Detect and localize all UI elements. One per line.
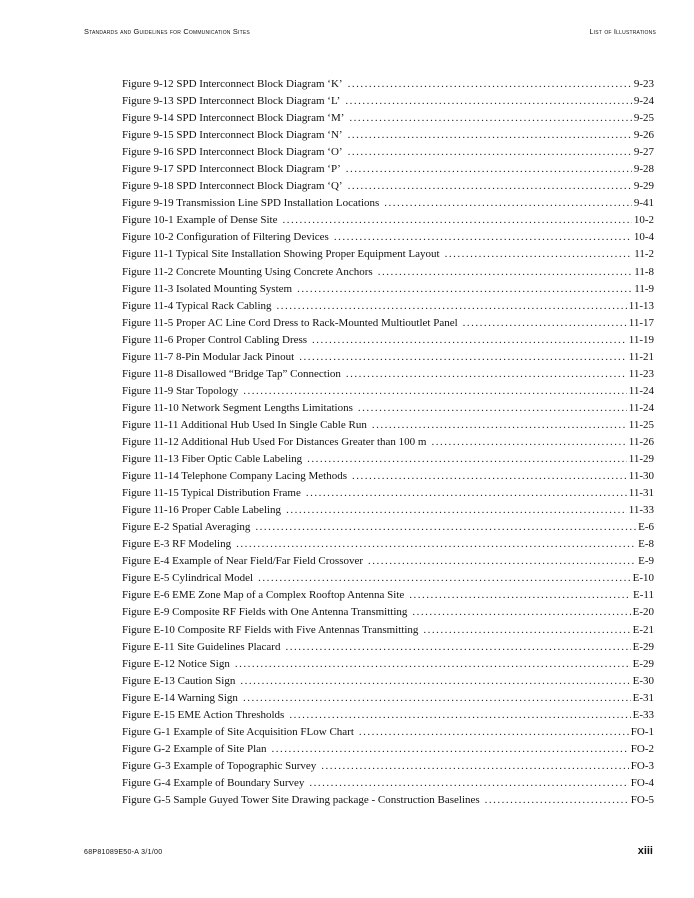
toc-entry[interactable] <box>122 214 654 231</box>
toc-entry-title: Figure E-4 Example of Near Field/Far Field Crossover <box>122 555 364 568</box>
toc-entry[interactable] <box>122 197 654 214</box>
toc-entry-page: 9-26 <box>633 129 654 142</box>
toc-leader-dots <box>445 248 633 260</box>
toc-entry-title: Figure 11-12 Additional Hub Used For Distances Greater than 100 m <box>122 435 427 448</box>
toc-entry-title: Figure E-10 Composite RF Fields with Five Antennas Transmitting <box>122 623 419 636</box>
toc-entry[interactable] <box>122 709 654 726</box>
footer-page-number: xiii <box>637 845 653 857</box>
toc-entry[interactable] <box>122 112 654 129</box>
toc-entry-page: 11-30 <box>628 470 654 483</box>
toc-entry[interactable] <box>122 231 654 248</box>
toc-leader-dots <box>321 760 629 772</box>
toc-entry-page: 11-24 <box>628 384 654 397</box>
toc-entry[interactable] <box>122 385 654 402</box>
toc-entry-page: 9-25 <box>633 112 654 125</box>
toc-entry-title: Figure 9-19 Transmission Line SPD Installation Locations <box>122 197 380 210</box>
list-of-illustrations <box>122 78 654 811</box>
toc-entry-title: Figure E-12 Notice Sign <box>122 657 230 670</box>
toc-entry[interactable] <box>122 760 654 777</box>
toc-entry-page: 11-9 <box>634 282 654 295</box>
toc-entry[interactable] <box>122 283 654 300</box>
toc-entry[interactable] <box>122 726 654 743</box>
toc-entry-title: Figure G-2 Example of Site Plan <box>122 742 267 755</box>
toc-entry[interactable] <box>122 658 654 675</box>
toc-leader-dots <box>409 589 631 601</box>
toc-entry[interactable] <box>122 538 654 555</box>
toc-leader-dots <box>431 436 626 448</box>
toc-entry-page: 10-2 <box>633 214 654 227</box>
toc-leader-dots <box>349 112 631 124</box>
toc-leader-dots <box>243 692 631 704</box>
toc-leader-dots <box>348 146 632 158</box>
toc-entry-page: E-30 <box>632 674 654 687</box>
toc-entry[interactable] <box>122 777 654 794</box>
toc-leader-dots <box>277 300 627 312</box>
toc-entry-page: 11-19 <box>628 333 654 346</box>
toc-leader-dots <box>312 334 627 346</box>
toc-entry-page: 9-29 <box>633 180 654 193</box>
toc-entry-page: 11-31 <box>628 487 654 500</box>
toc-leader-dots <box>384 197 632 209</box>
toc-entry-page: 11-13 <box>628 299 654 312</box>
toc-entry-title: Figure 9-14 SPD Interconnect Block Diagram ‘M’ <box>122 112 345 125</box>
toc-entry-title: Figure E-6 EME Zone Map of a Complex Rooftop Antenna Site <box>122 589 405 602</box>
toc-entry-title: Figure 9-12 SPD Interconnect Block Diagram ‘K’ <box>122 78 343 90</box>
toc-leader-dots <box>307 453 627 465</box>
toc-entry-title: Figure 10-1 Example of Dense Site <box>122 214 278 227</box>
toc-leader-dots <box>358 402 627 414</box>
toc-leader-dots <box>297 283 632 295</box>
toc-entry[interactable] <box>122 419 654 436</box>
toc-entry-page: 9-41 <box>633 197 654 210</box>
toc-entry-page: 11-33 <box>628 504 654 517</box>
toc-entry[interactable] <box>122 334 654 351</box>
toc-entry[interactable] <box>122 589 654 606</box>
toc-leader-dots <box>348 78 632 90</box>
toc-entry-title: Figure E-15 EME Action Thresholds <box>122 708 285 721</box>
toc-entry[interactable] <box>122 487 654 504</box>
toc-entry-title: Figure 11-7 8-Pin Modular Jack Pinout <box>122 350 295 363</box>
toc-entry-title: Figure G-3 Example of Topographic Survey <box>122 759 317 772</box>
toc-entry[interactable] <box>122 402 654 419</box>
toc-entry[interactable] <box>122 453 654 470</box>
toc-entry[interactable] <box>122 436 654 453</box>
toc-entry-page: E-20 <box>632 606 654 619</box>
toc-entry-title: Figure 11-8 Disallowed “Bridge Tap” Connection <box>122 367 341 380</box>
toc-leader-dots <box>423 624 630 636</box>
running-header-section: List of Illustrations <box>589 27 656 36</box>
toc-entry-page: FO-2 <box>630 742 654 755</box>
toc-leader-dots <box>309 777 628 789</box>
toc-entry[interactable] <box>122 78 654 95</box>
toc-entry-page: 9-27 <box>633 146 654 159</box>
toc-entry-page: E-31 <box>632 691 654 704</box>
toc-entry[interactable] <box>122 606 654 623</box>
toc-entry-title: Figure G-5 Sample Guyed Tower Site Drawing package - Construction Baselines <box>122 793 480 806</box>
toc-entry-page: 11-17 <box>628 316 654 329</box>
toc-entry-title: Figure E-11 Site Guidelines Placard <box>122 640 281 653</box>
toc-leader-dots <box>334 231 632 243</box>
toc-leader-dots <box>243 385 626 397</box>
toc-entry-page: 11-23 <box>628 367 654 380</box>
toc-entry-title: Figure E-13 Caution Sign <box>122 674 236 687</box>
toc-entry-title: Figure 11-14 Telephone Company Lacing Methods <box>122 470 347 483</box>
toc-entry-page: FO-5 <box>630 793 654 806</box>
toc-leader-dots <box>236 538 636 550</box>
toc-leader-dots <box>352 470 627 482</box>
toc-entry-page: 11-29 <box>628 453 654 466</box>
toc-entry-title: Figure 9-17 SPD Interconnect Block Diagram ‘P’ <box>122 163 341 176</box>
toc-entry-page: 11-2 <box>634 248 654 261</box>
toc-entry-title: Figure 11-11 Additional Hub Used In Single Cable Run <box>122 418 367 431</box>
toc-entry[interactable] <box>122 248 654 265</box>
toc-entry-title: Figure E-14 Warning Sign <box>122 691 238 704</box>
toc-leader-dots <box>485 794 629 806</box>
toc-leader-dots <box>359 726 629 738</box>
toc-entry-title: Figure 11-16 Proper Cable Labeling <box>122 504 282 517</box>
running-header-title: Standards and Guidelines for Communication Sites <box>84 27 250 36</box>
toc-leader-dots <box>412 606 630 618</box>
toc-entry-page: E-8 <box>638 538 654 551</box>
toc-entry[interactable] <box>122 146 654 163</box>
toc-entry-title: Figure 11-5 Proper AC Line Cord Dress to Rack-Mounted Multioutlet Panel <box>122 316 458 329</box>
toc-entry-title: Figure 9-15 SPD Interconnect Block Diagram ‘N’ <box>122 129 343 142</box>
toc-leader-dots <box>348 180 632 192</box>
toc-entry[interactable] <box>122 470 654 487</box>
toc-entry-title: Figure 11-3 Isolated Mounting System <box>122 282 293 295</box>
toc-entry-page: 11-26 <box>628 435 654 448</box>
toc-entry-title: Figure 11-6 Proper Control Cabling Dress <box>122 333 308 346</box>
toc-entry-title: Figure 11-10 Network Segment Lengths Limitations <box>122 401 353 414</box>
toc-leader-dots <box>372 419 627 431</box>
toc-entry-title: Figure G-4 Example of Boundary Survey <box>122 776 305 789</box>
footer-document-id: 68P81089E50-A 3/1/00 <box>84 849 163 856</box>
toc-entry[interactable] <box>122 163 654 180</box>
toc-entry-title: Figure 11-2 Concrete Mounting Using Concrete Anchors <box>122 265 373 278</box>
toc-leader-dots <box>306 487 627 499</box>
toc-entry[interactable] <box>122 180 654 197</box>
toc-entry[interactable] <box>122 675 654 692</box>
toc-entry-page: 9-28 <box>633 163 654 176</box>
toc-entry-page: E-21 <box>632 623 654 636</box>
toc-leader-dots <box>285 641 630 653</box>
toc-entry-page: E-11 <box>633 589 654 602</box>
toc-entry-title: Figure 9-18 SPD Interconnect Block Diagram ‘Q’ <box>122 180 343 193</box>
toc-entry-title: Figure 9-13 SPD Interconnect Block Diagram ‘L’ <box>122 95 341 108</box>
toc-entry[interactable] <box>122 794 654 811</box>
toc-entry[interactable] <box>122 129 654 146</box>
toc-leader-dots <box>463 317 627 329</box>
toc-entry-page: 11-21 <box>628 350 654 363</box>
toc-entry-page: E-33 <box>632 708 654 721</box>
toc-leader-dots <box>240 675 630 687</box>
toc-entry-page: E-10 <box>632 572 654 585</box>
toc-entry[interactable] <box>122 624 654 641</box>
toc-leader-dots <box>368 555 636 567</box>
toc-entry-page: FO-1 <box>630 725 654 738</box>
toc-leader-dots <box>255 521 636 533</box>
toc-entry[interactable] <box>122 572 654 589</box>
toc-entry-title: Figure E-2 Spatial Averaging <box>122 521 251 534</box>
toc-leader-dots <box>258 572 631 584</box>
toc-entry[interactable] <box>122 351 654 368</box>
toc-leader-dots <box>378 266 633 278</box>
toc-entry[interactable] <box>122 555 654 572</box>
toc-entry[interactable] <box>122 692 654 709</box>
toc-entry-title: Figure E-3 RF Modeling <box>122 538 232 551</box>
toc-entry[interactable] <box>122 317 654 334</box>
toc-entry-page: 11-8 <box>634 265 654 278</box>
toc-entry-page: 11-25 <box>628 418 654 431</box>
toc-entry[interactable] <box>122 504 654 521</box>
toc-entry-page: 10-4 <box>633 231 654 244</box>
toc-leader-dots <box>299 351 627 363</box>
toc-leader-dots <box>348 129 632 141</box>
toc-entry[interactable] <box>122 743 654 760</box>
toc-entry-page: E-6 <box>638 521 654 534</box>
toc-entry[interactable] <box>122 641 654 658</box>
toc-leader-dots <box>283 214 632 226</box>
toc-entry[interactable] <box>122 95 654 112</box>
toc-leader-dots <box>346 368 627 380</box>
toc-entry-title: Figure 11-15 Typical Distribution Frame <box>122 487 301 500</box>
toc-entry-page: E-29 <box>632 640 654 653</box>
toc-entry-title: Figure E-5 Cylindrical Model <box>122 572 254 585</box>
toc-leader-dots <box>345 95 632 107</box>
toc-entry-title: Figure 10-2 Configuration of Filtering Devices <box>122 231 329 244</box>
toc-entry-page: 9-23 <box>633 78 654 90</box>
toc-entry-title: Figure E-9 Composite RF Fields with One Antenna Transmitting <box>122 606 408 619</box>
toc-entry[interactable] <box>122 300 654 317</box>
toc-leader-dots <box>272 743 629 755</box>
toc-entry-title: Figure 11-9 Star Topology <box>122 384 239 397</box>
toc-entry[interactable] <box>122 266 654 283</box>
toc-entry-page: E-9 <box>638 555 654 568</box>
toc-leader-dots <box>235 658 631 670</box>
toc-entry-page: 9-24 <box>633 95 654 108</box>
toc-leader-dots <box>346 163 632 175</box>
toc-leader-dots <box>289 709 630 721</box>
toc-entry-page: E-29 <box>632 657 654 670</box>
toc-entry-page: FO-3 <box>630 759 654 772</box>
toc-entry-page: FO-4 <box>630 776 654 789</box>
toc-leader-dots <box>286 504 627 516</box>
toc-entry-title: Figure 9-16 SPD Interconnect Block Diagram ‘O’ <box>122 146 343 159</box>
toc-entry-title: Figure G-1 Example of Site Acquisition FLow Chart <box>122 725 354 738</box>
toc-entry-page: 11-24 <box>628 401 654 414</box>
toc-entry-title: Figure 11-1 Typical Site Installation Showing Proper Equipment Layout <box>122 248 440 261</box>
toc-entry[interactable] <box>122 521 654 538</box>
toc-entry[interactable] <box>122 368 654 385</box>
toc-entry-title: Figure 11-13 Fiber Optic Cable Labeling <box>122 453 303 466</box>
toc-entry-title: Figure 11-4 Typical Rack Cabling <box>122 299 272 312</box>
